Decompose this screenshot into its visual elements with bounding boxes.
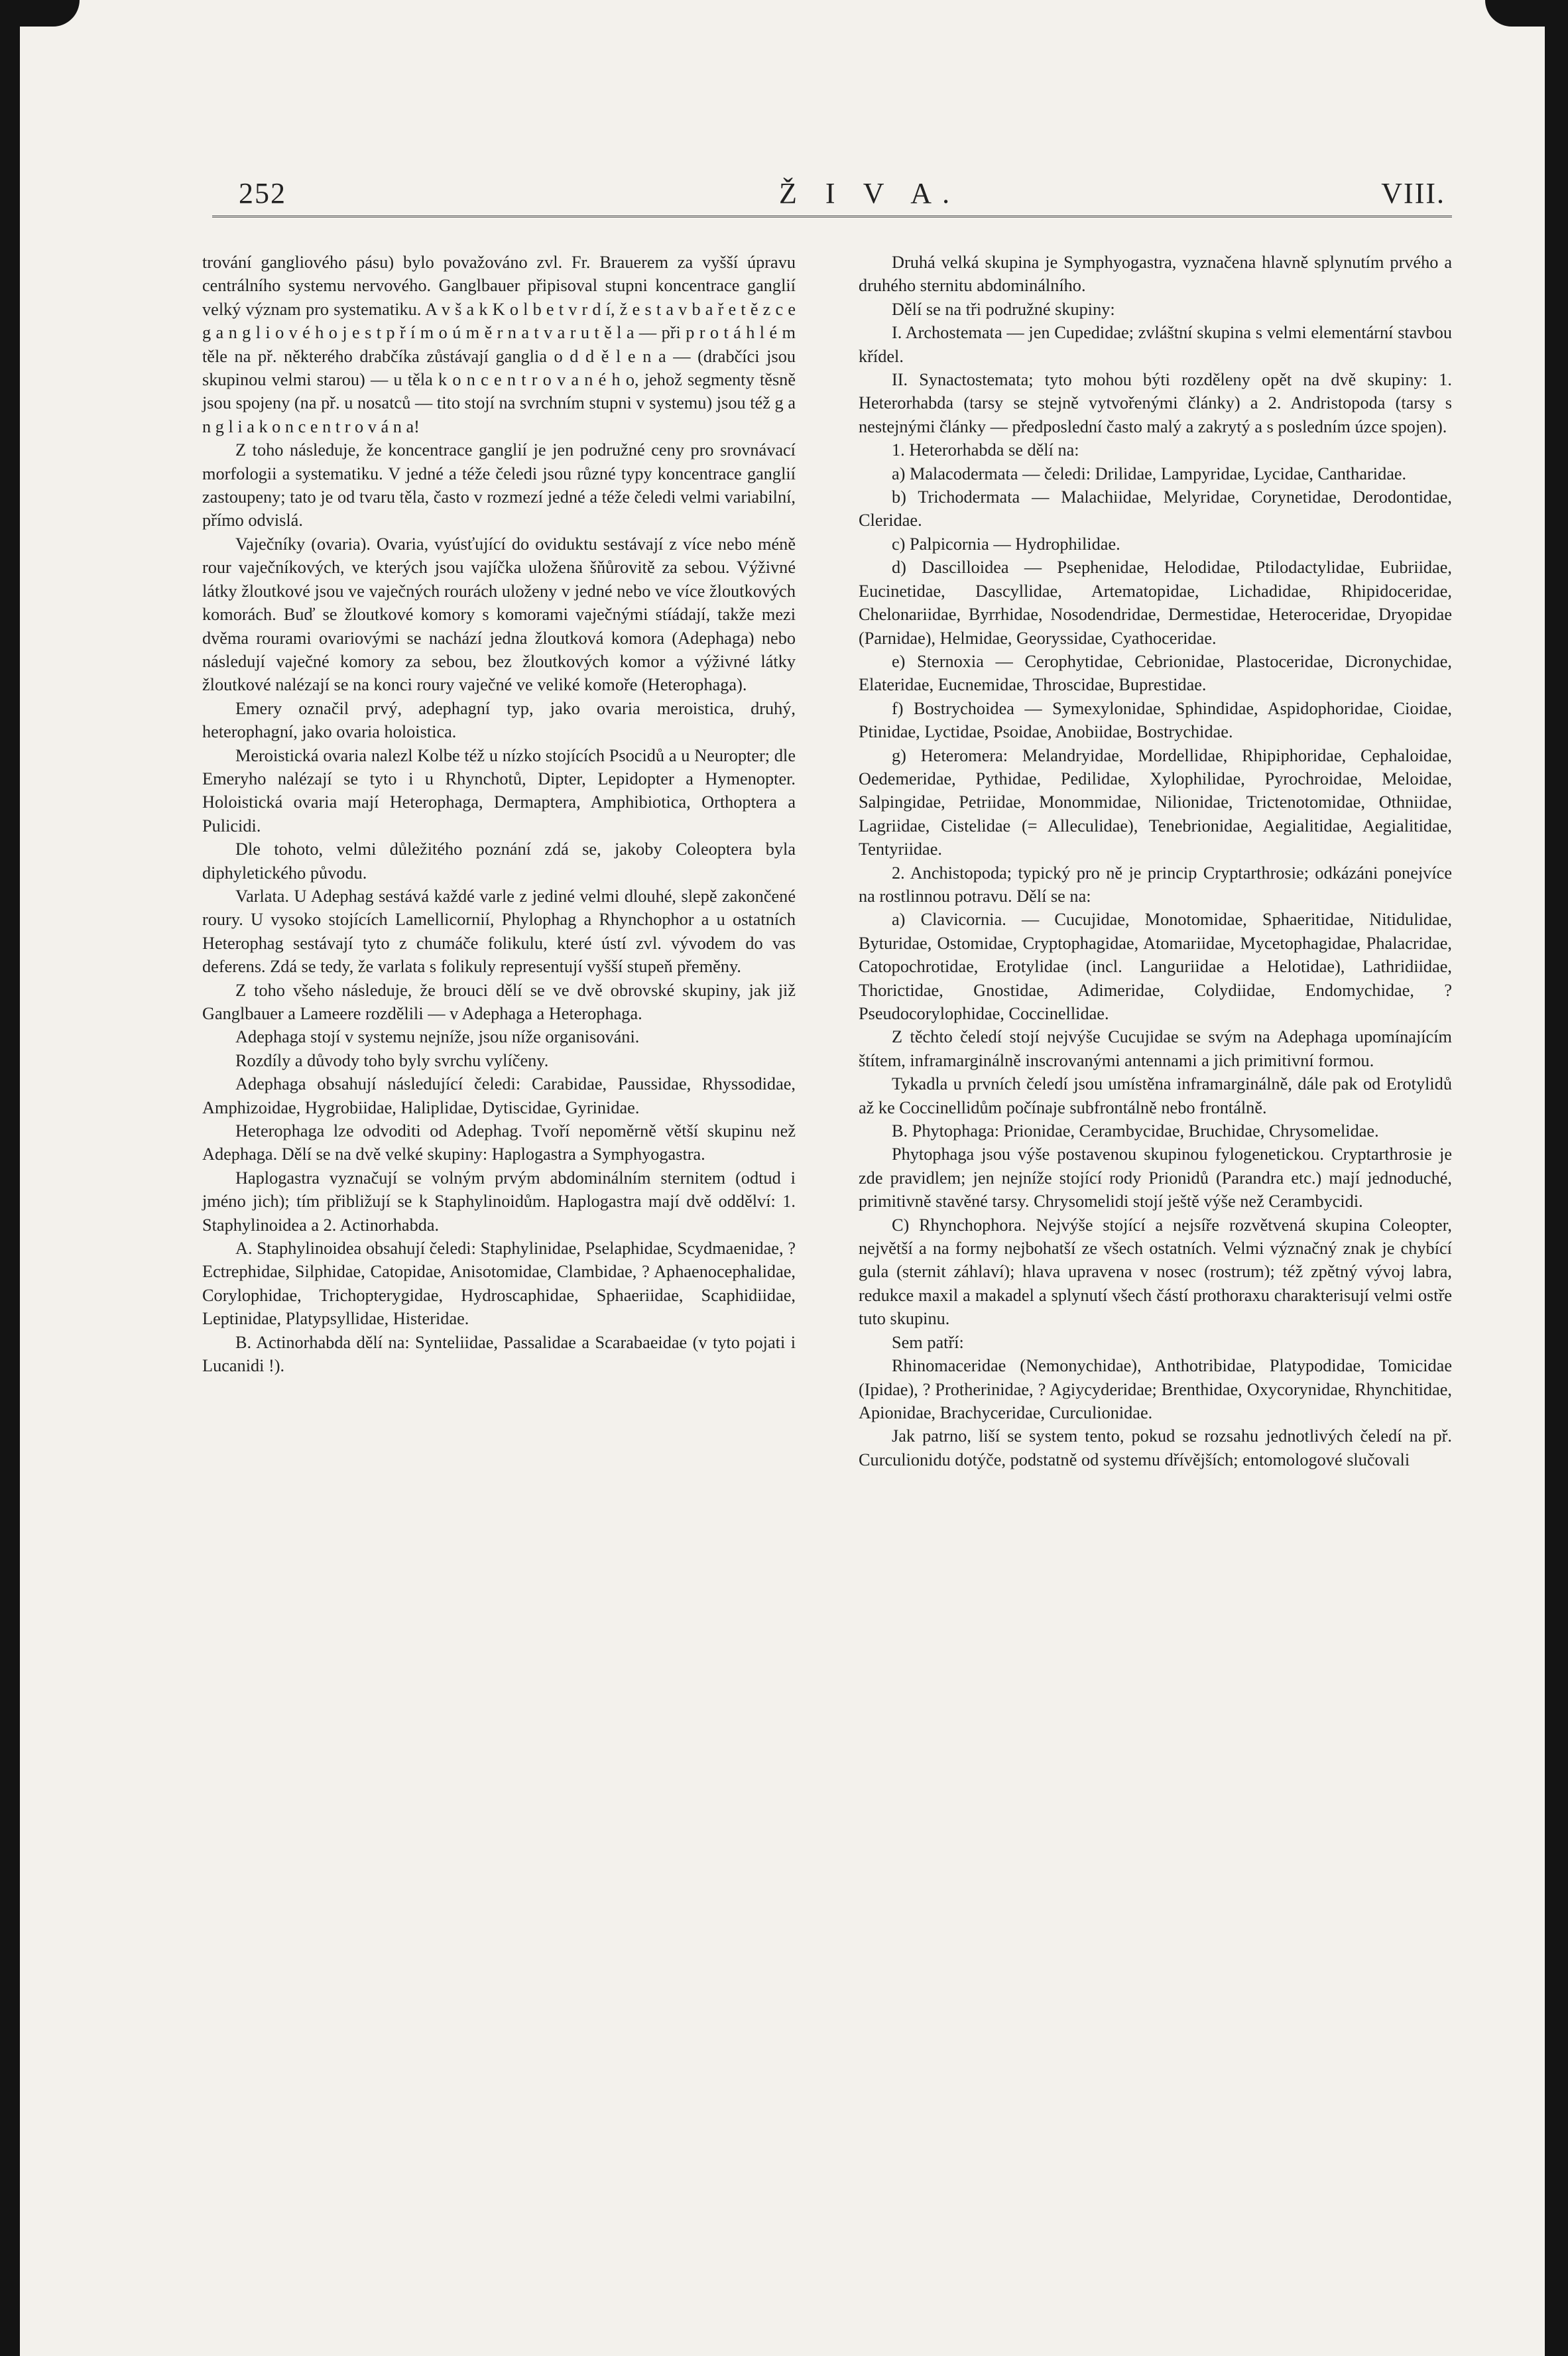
paragraph: B. Phytophaga: Prionidae, Cerambycidae, Bruchidae, Chrysomelidae. [892, 1121, 1379, 1141]
paragraph: I. Archostemata — jen Cupedidae; zvláštní skupina s velmi elementární stavbou křídel. [859, 323, 1452, 366]
scan-corner-left [20, 0, 80, 27]
paragraph: Z toho následuje, že koncentrace ganglií je jen podružné ceny pro srovnávací morfologii a systematiku. V jedné a téže čeledi jsou různé typy koncentrace ganglií zastoupeny; tato je od tvaru těla, často v rozmezí jedné a téže čeledi velmi variabilní, přímo odvislá. [202, 440, 796, 530]
volume-number: VIII. [1381, 177, 1445, 210]
paragraph: Dělí se na tři podružné skupiny: [892, 299, 1115, 319]
journal-title: Ž I V A. [779, 177, 961, 210]
paragraph: 1. Heterorhabda se dělí na: [892, 440, 1079, 460]
paragraph: Z toho všeho následuje, že brouci dělí se ve dvě obrovské skupiny, jak již Ganglbauer a Lameere rozdělili — v Adephaga a Heterophaga. [202, 980, 796, 1023]
right-column [859, 251, 1452, 1471]
paragraph: g) Heteromera: Melandryidae, Mordellidae, Rhipiphoridae, Cephaloidae, Oedemeridae, Pythidae, Pedilidae, Xylophilidae, Pyrochroidae, Meloidae, Salpingidae, Petriidae, Monommidae, Nilionidae, Trictenotomidae, Othniidae, Lagriidae, Cistelidae (= Alleculidae), Tenebrionidae, Aegialitidae, Aegialitidae, Tentyriidae. [859, 745, 1452, 859]
paragraph: Meroistická ovaria nalezl Kolbe též u nízko stojících Psocidů a u Neuropter; dle Emeryho nalézají se tyto i u Rhynchotů, Dipter, Lepidopter a Hymenopter. Holoistická ovaria mají Heterophaga, Dermaptera, Amphibiotica, Orthoptera a Pulicidi. [202, 745, 796, 836]
paragraph: Haplogastra vyznačují se volným prvým abdominálním sternitem (odtud i jméno jich); tím přibližují se k Staphylinoidům. Haplogastra mají dvě oddělví: 1. Staphylinoidea a 2. Actinorhabda. [202, 1168, 796, 1235]
paragraph: Dle tohoto, velmi důležitého poznání zdá se, jakoby Coleoptera byla diphyletického původu. [202, 839, 796, 883]
paragraph: Jak patrno, liší se system tento, pokud se rozsahu jednotlivých čeledí na př. Curculionidu dotýče, podstatně od systemu dřívějších; entomologové slučovali [859, 1426, 1452, 1469]
page-number: 252 [239, 177, 286, 210]
journal-page [20, 0, 1545, 2356]
scan-corner-right [1485, 0, 1545, 27]
paragraph: a) Malacodermata — čeledi: Drilidae, Lampyridae, Lycidae, Cantharidae. [892, 464, 1407, 483]
paragraph: B. Actinorhabda dělí na: Synteliidae, Passalidae a Scarabaeidae (v tyto pojati i Lucanidi !). [202, 1332, 796, 1376]
paragraph: a) Clavicornia. — Cucujidae, Monotomidae, Sphaeritidae, Nitidulidae, Byturidae, Ostomidae, Cryptophagidae, Atomariidae, Mycetophagidae, Phalacridae, Catopochrotidae, Erotylidae (incl. Languriidae a Helotidae), Lathridiidae, Thorictidae, Gnostidae, Adimeridae, Colydiidae, Endomychidae, ? Pseudocorylophidae, Coccinellidae. [859, 910, 1452, 1023]
paragraph: Phytophaga jsou výše postavenou skupinou fylogenetickou. Cryptarthrosie je zde pravidlem; jen nejníže stojící rody Prionidů (Parandra etc.) mají jednoduché, primitivně stavěné tarsy. Chrysomelidi stojí ještě výše než Cerambycidi. [859, 1145, 1452, 1211]
paragraph: trování gangliového pásu) bylo považováno zvl. Fr. Brauerem za vyšší úpravu centrálního systemu nervového. Ganglbauer připisoval stupni koncentrace ganglií velký význam pro systematiku. A v š a k K o l b e t v r d í, ž e s t a v b a ř e t ě z c e g a n g l i o v é h o j e s t p ř í m o ú m ě r n a t v a r u t ě l a — při p r o t á h l é m těle na př. některého drabčíka zůstávají ganglia o d d ě l e n a — (drabčíci jsou skupinou velmi starou) — u těla k o n c e n t r o v a n é h o, jehož segmenty těsně jsou spojeny (na př. u nosatců — tito stojí na svrchním stupni v systemu) jsou též g a n g l i a k o n c e n t r o v á n a! [202, 253, 796, 436]
paragraph: b) Trichodermata — Malachiidae, Melyridae, Corynetidae, Derodontidae, Cleridae. [859, 487, 1452, 530]
paragraph: e) Sternoxia — Cerophytidae, Cebrionidae, Plastoceridae, Dicronychidae, Elateridae, Eucnemidae, Throscidae, Buprestidae. [859, 651, 1452, 695]
paragraph: II. Synactostemata; tyto mohou býti rozděleny opět na dvě skupiny: 1. Heterorhabda (tarsy se stejně vytvořenými články) a 2. Andristopoda (tarsy s nestejnými články — předposlední často malý a zakrytý a s posledním úzce spojen). [859, 370, 1452, 436]
paragraph: Rozdíly a důvody toho byly svrchu vylíčeny. [235, 1050, 549, 1070]
paragraph: d) Dascilloidea — Psephenidae, Helodidae, Ptilodactylidae, Eubriidae, Eucinetidae, Dascyllidae, Artematopidae, Lichadidae, Rhipidoceridae, Chelonariidae, Byrrhidae, Nosodendridae, Dermestidae, Heteroceridae, Dryopidae (Parnidae), Helmidae, Georyssidae, Cyathoceridae. [859, 558, 1452, 648]
left-column [202, 251, 796, 1378]
paragraph: Adephaga obsahují následující čeledi: Carabidae, Paussidae, Rhyssodidae, Amphizoidae, Hygrobiidae, Haliplidae, Dytiscidae, Gyrinidae. [202, 1074, 796, 1117]
paragraph: Emery označil prvý, adephagní typ, jako ovaria meroistica, druhý, heterophagní, jako ovaria holoistica. [202, 698, 796, 742]
paragraph: A. Staphylinoidea obsahují čeledi: Staphylinidae, Pselaphidae, Scydmaenidae, ? Ectrephidae, Silphidae, Catopidae, Anisotomidae, Clambidae, ? Aphaenocephalidae, Corylophidae, Trichopterygidae, Hydroscaphidae, Sphaeriidae, Scaphidiidae, Leptinidae, Platypsyllidae, Histeridae. [202, 1239, 796, 1329]
paragraph: Z těchto čeledí stojí nejvýše Cucujidae se svým na Adephaga upomínajícím štítem, inframarginálně inscrovanými antennami a jich primitivní formou. [859, 1027, 1452, 1070]
paragraph: Druhá velká skupina je Symphyogastra, vyznačena hlavně splynutím prvého a druhého sternitu abdominálního. [859, 253, 1452, 296]
paragraph: Adephaga stojí v systemu nejníže, jsou níže organisováni. [235, 1027, 640, 1047]
page-header [212, 171, 1452, 217]
paragraph: f) Bostrychoidea — Symexylonidae, Sphindidae, Aspidophoridae, Cioidae, Ptinidae, Lyctidae, Psoidae, Anobiidae, Bostrychidae. [859, 698, 1452, 742]
paragraph: Tykadla u prvních čeledí jsou umístěna inframarginálně, dále pak od Erotylidů až ke Coccinellidům počínaje subfrontálně nebo frontálně. [859, 1074, 1452, 1117]
paragraph: Rhinomaceridae (Nemonychidae), Anthotribidae, Platypodidae, Tomicidae (Ipidae), ? Protherinidae, ? Agiycyderidae; Brenthidae, Oxycorynidae, Rhynchitidae, Apionidae, Brachyceridae, Curculionidae. [859, 1356, 1452, 1422]
paragraph: Varlata. U Adephag sestává každé varle z jediné velmi dlouhé, slepě zakončené roury. U vysoko stojících Lamellicornií, Phylophag a Rhynchophor a u ostatních Heterophag sestávají tyto z chumáče folikulu, které ústí zvl. vývodem do vas deferens. Zdá se tedy, že varlata s folikuly representují vyšší stupeň přeměny. [202, 886, 796, 977]
paragraph: Heterophaga lze odvoditi od Adephag. Tvoří nepoměrně větší skupinu než Adephaga. Dělí se na dvě velké skupiny: Haplogastra a Symphyogastra. [202, 1121, 796, 1164]
paragraph: C) Rhynchophora. Nejvýše stojící a nejsíře rozvětvená skupina Coleopter, největší a na formy nejbohatší ze všech ostatních. Velmi význačný znak je chybící gula (sternit záhlaví); hlava upravena v nosec (rostrum); též zpětný vývoj labra, redukce maxil a makadel a splynutí všech částí prothoraxu charakterisují velmi ostře tuto skupinu. [859, 1215, 1452, 1329]
header-rule [212, 216, 1452, 217]
paragraph: c) Palpicornia — Hydrophilidae. [892, 534, 1120, 554]
paragraph: Sem patří: [892, 1332, 964, 1352]
paragraph: Vaječníky (ovaria). Ovaria, vyúsťující do oviduktu sestávají z více nebo méně rour vaječníkových, ve kterých jsou vajíčka uložena šňůrovitě za sebou. Výživné látky žloutkové jsou ve vaječných rourách uloženy v jedné nebo ve více žloutkových komorách. Buď se žloutkové komory s komorami vaječnými stíádají, takže mezi dvěma rourami ovariovými se nachází jedna žloutková komora (Adephaga) nebo následují vaječné komory za sebou, bez žloutkových komor a výživné látky žloutkové nalézají se na konci roury vaječné ve veliké komoře (Heterophaga). [202, 534, 796, 695]
paragraph: 2. Anchistopoda; typický pro ně je princip Cryptarthrosie; odkázáni ponejvíce na rostlinnou potravu. Dělí se na: [859, 863, 1452, 906]
